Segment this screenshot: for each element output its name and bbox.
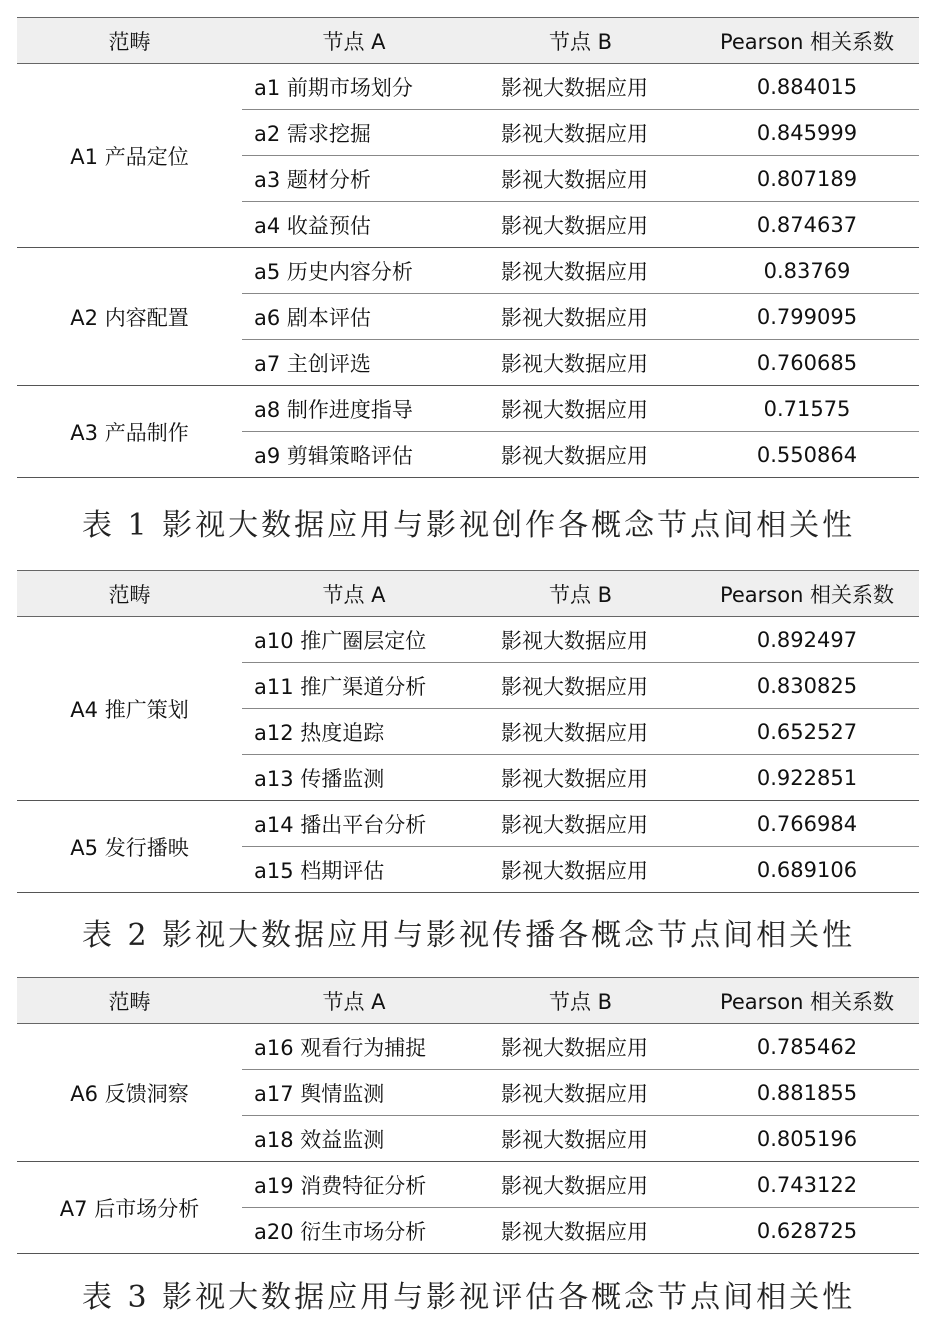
pearson-cell: 0.805196 bbox=[695, 1116, 919, 1162]
node-b-cell: 影视大数据应用 bbox=[466, 110, 695, 156]
pearson-cell: 0.689106 bbox=[695, 847, 919, 893]
pearson-cell: 0.652527 bbox=[695, 709, 919, 755]
node-b-cell: 影视大数据应用 bbox=[466, 432, 695, 478]
node-b-cell: 影视大数据应用 bbox=[466, 709, 695, 755]
table-row bbox=[17, 386, 919, 432]
header-category: 范畴 bbox=[17, 978, 242, 1024]
category-group bbox=[17, 617, 919, 801]
pearson-cell: 0.845999 bbox=[695, 110, 919, 156]
node-b-cell: 影视大数据应用 bbox=[466, 1162, 695, 1208]
node-b-cell: 影视大数据应用 bbox=[466, 1116, 695, 1162]
table-row bbox=[17, 64, 919, 110]
pearson-cell: 0.766984 bbox=[695, 801, 919, 847]
node-a-cell: a14 播出平台分析 bbox=[242, 801, 466, 847]
pearson-cell: 0.807189 bbox=[695, 156, 919, 202]
node-b-cell: 影视大数据应用 bbox=[466, 156, 695, 202]
node-a-cell: a7 主创评选 bbox=[242, 340, 466, 386]
node-a-cell: a13 传播监测 bbox=[242, 755, 466, 801]
header-pearson: Pearson 相关系数 bbox=[695, 571, 919, 617]
node-a-cell: a5 历史内容分析 bbox=[242, 248, 466, 294]
category-cell: A5 发行播映 bbox=[17, 801, 242, 893]
node-a-cell: a9 剪辑策略评估 bbox=[242, 432, 466, 478]
node-a-cell: a8 制作进度指导 bbox=[242, 386, 466, 432]
table-header-row bbox=[17, 18, 919, 64]
pearson-cell: 0.83769 bbox=[695, 248, 919, 294]
header-category: 范畴 bbox=[17, 571, 242, 617]
category-cell: A4 推广策划 bbox=[17, 617, 242, 801]
pearson-cell: 0.884015 bbox=[695, 64, 919, 110]
header-node-a: 节点 A bbox=[242, 18, 466, 64]
table-header-row bbox=[17, 978, 919, 1024]
pearson-cell: 0.628725 bbox=[695, 1208, 919, 1254]
node-b-cell: 影视大数据应用 bbox=[466, 1024, 695, 1070]
header-category: 范畴 bbox=[17, 18, 242, 64]
category-cell: A1 产品定位 bbox=[17, 64, 242, 248]
node-a-cell: a12 热度追踪 bbox=[242, 709, 466, 755]
pearson-cell: 0.881855 bbox=[695, 1070, 919, 1116]
node-a-cell: a17 舆情监测 bbox=[242, 1070, 466, 1116]
header-node-a: 节点 A bbox=[242, 978, 466, 1024]
node-b-cell: 影视大数据应用 bbox=[466, 755, 695, 801]
node-a-cell: a10 推广圈层定位 bbox=[242, 617, 466, 663]
node-b-cell: 影视大数据应用 bbox=[466, 386, 695, 432]
pearson-cell: 0.550864 bbox=[695, 432, 919, 478]
pearson-cell: 0.743122 bbox=[695, 1162, 919, 1208]
category-group bbox=[17, 1024, 919, 1162]
node-b-cell: 影视大数据应用 bbox=[466, 294, 695, 340]
table-row bbox=[17, 617, 919, 663]
header-pearson: Pearson 相关系数 bbox=[695, 18, 919, 64]
pearson-cell: 0.785462 bbox=[695, 1024, 919, 1070]
pearson-cell: 0.799095 bbox=[695, 294, 919, 340]
node-a-cell: a1 前期市场划分 bbox=[242, 64, 466, 110]
category-cell: A7 后市场分析 bbox=[17, 1162, 242, 1254]
pearson-cell: 0.922851 bbox=[695, 755, 919, 801]
category-group bbox=[17, 1162, 919, 1254]
node-a-cell: a11 推广渠道分析 bbox=[242, 663, 466, 709]
node-b-cell: 影视大数据应用 bbox=[466, 64, 695, 110]
category-cell: A2 内容配置 bbox=[17, 248, 242, 386]
table-row bbox=[17, 248, 919, 294]
node-a-cell: a6 剧本评估 bbox=[242, 294, 466, 340]
correlation-table-2 bbox=[17, 570, 919, 893]
table-3-caption: 表 3 影视大数据应用与影视评估各概念节点间相关性 bbox=[81, 1280, 856, 1315]
category-group bbox=[17, 64, 919, 248]
pearson-cell: 0.760685 bbox=[695, 340, 919, 386]
pearson-cell: 0.892497 bbox=[695, 617, 919, 663]
category-group bbox=[17, 386, 919, 478]
header-node-b: 节点 B bbox=[466, 978, 695, 1024]
correlation-table-3 bbox=[17, 977, 919, 1254]
table-1-caption: 表 1 影视大数据应用与影视创作各概念节点间相关性 bbox=[81, 508, 856, 543]
node-a-cell: a2 需求挖掘 bbox=[242, 110, 466, 156]
pearson-cell: 0.830825 bbox=[695, 663, 919, 709]
header-node-b: 节点 B bbox=[466, 18, 695, 64]
table-2-caption: 表 2 影视大数据应用与影视传播各概念节点间相关性 bbox=[81, 918, 856, 953]
node-a-cell: a15 档期评估 bbox=[242, 847, 466, 893]
category-group bbox=[17, 801, 919, 893]
header-node-b: 节点 B bbox=[466, 571, 695, 617]
node-a-cell: a19 消费特征分析 bbox=[242, 1162, 466, 1208]
table-row bbox=[17, 1024, 919, 1070]
category-cell: A3 产品制作 bbox=[17, 386, 242, 478]
header-node-a: 节点 A bbox=[242, 571, 466, 617]
node-b-cell: 影视大数据应用 bbox=[466, 801, 695, 847]
header-pearson: Pearson 相关系数 bbox=[695, 978, 919, 1024]
correlation-table-1 bbox=[17, 17, 919, 478]
node-b-cell: 影视大数据应用 bbox=[466, 202, 695, 248]
node-a-cell: a20 衍生市场分析 bbox=[242, 1208, 466, 1254]
pearson-cell: 0.71575 bbox=[695, 386, 919, 432]
node-a-cell: a16 观看行为捕捉 bbox=[242, 1024, 466, 1070]
node-b-cell: 影视大数据应用 bbox=[466, 340, 695, 386]
node-b-cell: 影视大数据应用 bbox=[466, 847, 695, 893]
table-header-row bbox=[17, 571, 919, 617]
table-row bbox=[17, 1162, 919, 1208]
node-b-cell: 影视大数据应用 bbox=[466, 663, 695, 709]
category-cell: A6 反馈洞察 bbox=[17, 1024, 242, 1162]
node-a-cell: a3 题材分析 bbox=[242, 156, 466, 202]
node-b-cell: 影视大数据应用 bbox=[466, 617, 695, 663]
table-row bbox=[17, 801, 919, 847]
pearson-cell: 0.874637 bbox=[695, 202, 919, 248]
node-b-cell: 影视大数据应用 bbox=[466, 1208, 695, 1254]
node-b-cell: 影视大数据应用 bbox=[466, 1070, 695, 1116]
node-a-cell: a4 收益预估 bbox=[242, 202, 466, 248]
node-b-cell: 影视大数据应用 bbox=[466, 248, 695, 294]
node-a-cell: a18 效益监测 bbox=[242, 1116, 466, 1162]
category-group bbox=[17, 248, 919, 386]
